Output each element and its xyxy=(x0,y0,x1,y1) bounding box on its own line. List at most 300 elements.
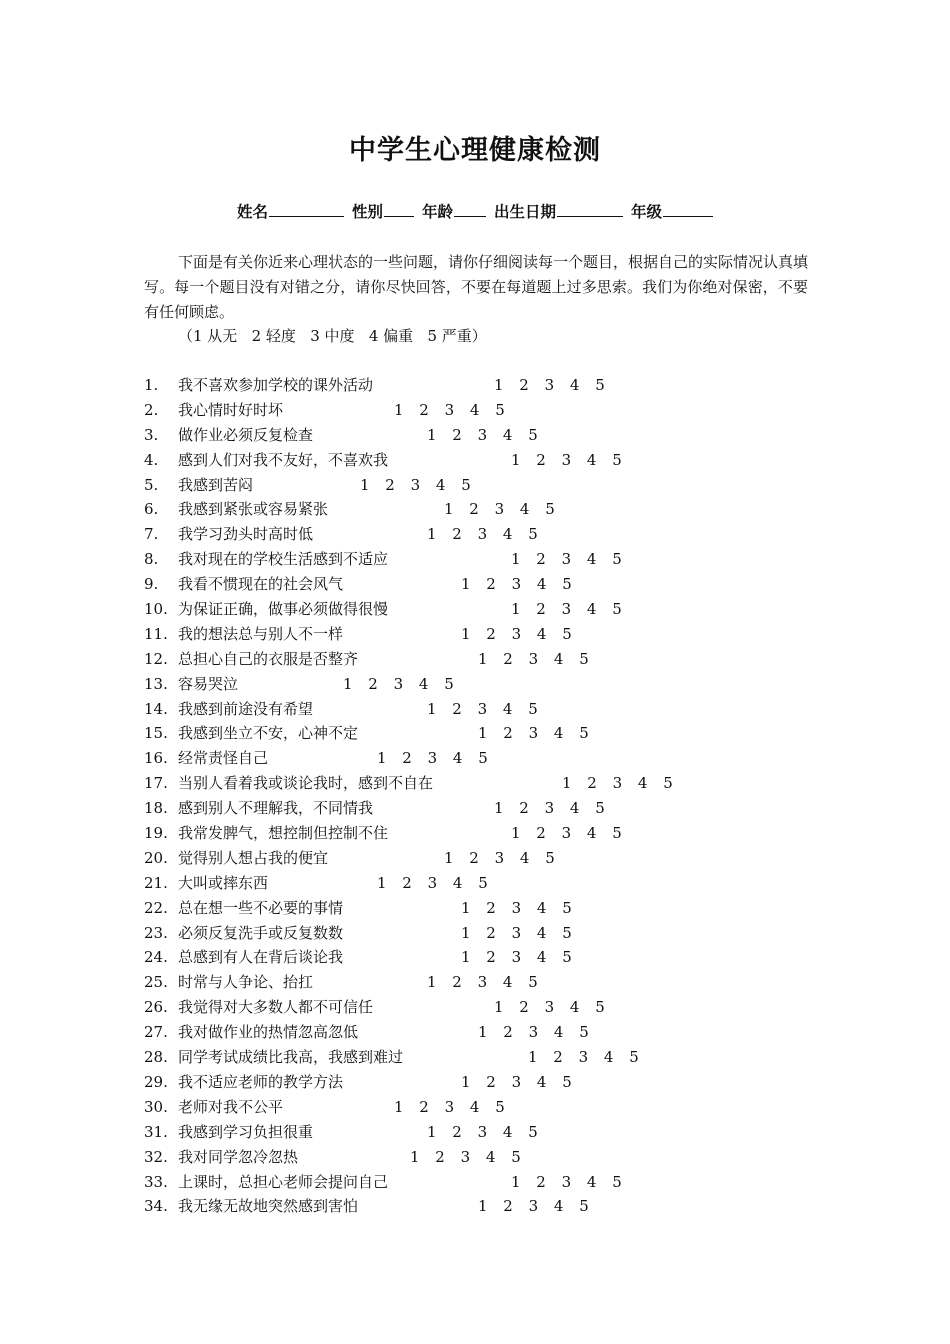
rating-option[interactable]: 1 xyxy=(343,674,353,693)
rating-option[interactable]: 3 xyxy=(544,799,555,818)
rating-option[interactable]: 5 xyxy=(545,848,555,867)
rating-option[interactable]: 1 xyxy=(360,475,370,494)
rating-scale[interactable] xyxy=(461,1070,587,1095)
rating-scale[interactable] xyxy=(427,423,553,448)
rating-option[interactable]: 4 xyxy=(553,1023,564,1042)
rating-option[interactable]: 2 xyxy=(486,575,496,594)
rating-option[interactable]: 3 xyxy=(477,699,488,718)
rating-option[interactable]: 3 xyxy=(410,475,421,494)
question-row xyxy=(144,746,844,771)
question-row xyxy=(144,373,844,398)
question-text: 总感到有人在背后谈论我 xyxy=(178,948,344,967)
rating-option[interactable]: 5 xyxy=(545,500,555,519)
rating-option[interactable]: 4 xyxy=(502,525,513,544)
rating-option[interactable]: 4 xyxy=(553,724,564,743)
question-number: 26. xyxy=(144,998,168,1017)
rating-scale[interactable] xyxy=(394,398,520,423)
question-text: 大叫或摔东西 xyxy=(178,873,269,892)
rating-option[interactable]: 1 xyxy=(511,600,521,619)
rating-option[interactable]: 5 xyxy=(579,649,589,668)
rating-option[interactable]: 4 xyxy=(502,425,513,444)
rating-option[interactable]: 3 xyxy=(511,923,522,942)
rating-option[interactable]: 5 xyxy=(495,1097,505,1116)
rating-option[interactable]: 3 xyxy=(477,425,488,444)
question-number: 6. xyxy=(144,500,159,519)
question-text: 我感到苦闷 xyxy=(178,475,254,494)
rating-option[interactable]: 1 xyxy=(511,824,521,843)
question-text: 我感到紧张或容易紧张 xyxy=(178,500,329,519)
rating-option[interactable]: 5 xyxy=(562,898,572,917)
question-number: 1. xyxy=(144,376,159,394)
rating-option[interactable]: 5 xyxy=(612,1172,622,1191)
rating-option[interactable]: 4 xyxy=(586,1172,597,1191)
rating-option[interactable]: 1 xyxy=(427,525,437,544)
rating-option[interactable]: 2 xyxy=(519,799,529,818)
rating-scale[interactable] xyxy=(494,995,620,1020)
rating-option[interactable]: 5 xyxy=(595,376,605,394)
rating-option[interactable]: 4 xyxy=(502,1122,513,1141)
rating-scale[interactable] xyxy=(478,647,604,672)
info-field-label: 年龄 xyxy=(421,203,453,221)
rating-option[interactable]: 2 xyxy=(519,998,529,1017)
rating-option[interactable]: 1 xyxy=(427,1122,437,1141)
rating-option[interactable]: 5 xyxy=(612,824,622,843)
rating-option[interactable]: 4 xyxy=(553,649,564,668)
question-number: 25. xyxy=(144,973,168,992)
question-row xyxy=(144,995,844,1020)
question-row xyxy=(144,1194,844,1219)
rating-option[interactable]: 2 xyxy=(452,525,462,544)
rating-option[interactable]: 3 xyxy=(511,624,522,643)
rating-option[interactable]: 2 xyxy=(536,450,546,469)
rating-option[interactable]: 4 xyxy=(519,848,530,867)
question-row xyxy=(144,1045,844,1070)
rating-option[interactable]: 3 xyxy=(477,973,488,992)
page-title: 中学生心理健康检测 xyxy=(349,135,601,166)
question-text: 我对现在的学校生活感到不适应 xyxy=(178,550,389,569)
rating-option[interactable]: 2 xyxy=(519,376,529,394)
question-text: 当别人看着我或谈论我时，感到不自在 xyxy=(178,774,434,793)
question-row xyxy=(144,1095,844,1120)
rating-option[interactable]: 2 xyxy=(486,1072,496,1091)
rating-option[interactable]: 4 xyxy=(637,774,648,793)
rating-option[interactable]: 4 xyxy=(553,1197,564,1216)
question-row xyxy=(144,672,844,697)
question-text: 我心情时好时坏 xyxy=(178,400,284,419)
question-text: 觉得别人想占我的便宜 xyxy=(178,848,329,867)
rating-option[interactable]: 1 xyxy=(394,1097,404,1116)
question-number: 12. xyxy=(144,649,168,668)
info-field[interactable] xyxy=(352,200,414,222)
rating-option[interactable]: 5 xyxy=(612,450,622,469)
rating-option[interactable]: 5 xyxy=(444,674,454,693)
rating-option[interactable]: 2 xyxy=(419,1097,429,1116)
rating-scale[interactable] xyxy=(511,821,637,846)
rating-option[interactable]: 5 xyxy=(579,1197,589,1216)
rating-option[interactable]: 4 xyxy=(519,500,530,519)
rating-option[interactable]: 3 xyxy=(460,1147,471,1166)
rating-option[interactable]: 2 xyxy=(469,500,479,519)
rating-option[interactable]: 4 xyxy=(452,749,463,768)
rating-scale[interactable] xyxy=(360,473,486,498)
question-text: 我感到前途没有希望 xyxy=(178,699,314,718)
rating-scale[interactable] xyxy=(478,1194,604,1219)
rating-option[interactable]: 1 xyxy=(444,848,454,867)
question-row xyxy=(144,1020,844,1045)
rating-scale[interactable] xyxy=(377,746,503,771)
rating-option[interactable]: 5 xyxy=(595,799,605,818)
rating-scale[interactable] xyxy=(394,1095,520,1120)
question-text: 我对同学忽冷忽热 xyxy=(178,1147,299,1166)
rating-option[interactable]: 2 xyxy=(486,948,496,967)
rating-scale[interactable] xyxy=(461,896,587,921)
question-number: 28. xyxy=(144,1048,168,1067)
rating-option[interactable]: 5 xyxy=(511,1147,521,1166)
rating-scale[interactable] xyxy=(511,1170,637,1195)
rating-option[interactable]: 5 xyxy=(612,600,622,619)
rating-scale[interactable] xyxy=(461,622,587,647)
question-number: 16. xyxy=(144,749,168,768)
rating-option[interactable]: 3 xyxy=(561,450,572,469)
question-row xyxy=(144,572,844,597)
rating-option[interactable]: 1 xyxy=(377,749,387,768)
rating-option[interactable]: 4 xyxy=(536,575,547,594)
rating-option[interactable]: 5 xyxy=(562,575,572,594)
rating-option[interactable]: 4 xyxy=(536,923,547,942)
rating-option[interactable]: 5 xyxy=(461,475,471,494)
rating-option[interactable]: 4 xyxy=(502,973,513,992)
rating-option[interactable]: 4 xyxy=(469,400,480,419)
rating-scale[interactable] xyxy=(511,448,637,473)
rating-scale[interactable] xyxy=(528,1045,654,1070)
rating-option[interactable]: 3 xyxy=(544,376,555,394)
rating-option[interactable]: 3 xyxy=(528,1023,539,1042)
info-field-blank[interactable] xyxy=(557,202,623,217)
rating-scale[interactable] xyxy=(427,522,553,547)
rating-option[interactable]: 4 xyxy=(502,699,513,718)
rating-option[interactable]: 3 xyxy=(444,1097,455,1116)
rating-option[interactable]: 3 xyxy=(494,848,505,867)
question-text: 我感到坐立不安，心神不定 xyxy=(178,724,359,743)
rating-option[interactable]: 4 xyxy=(536,1072,547,1091)
question-number: 18. xyxy=(144,799,168,818)
rating-option[interactable]: 2 xyxy=(469,848,479,867)
rating-scale[interactable] xyxy=(444,497,570,522)
rating-option[interactable]: 4 xyxy=(536,898,547,917)
rating-option[interactable]: 5 xyxy=(562,1072,572,1091)
rating-scale[interactable] xyxy=(511,547,637,572)
rating-option[interactable]: 1 xyxy=(494,998,504,1017)
rating-option[interactable]: 4 xyxy=(569,799,580,818)
rating-option[interactable]: 5 xyxy=(528,1122,538,1141)
rating-scale[interactable] xyxy=(478,721,604,746)
rating-option[interactable]: 3 xyxy=(561,1172,572,1191)
rating-option[interactable]: 3 xyxy=(444,400,455,419)
rating-option[interactable]: 1 xyxy=(494,799,504,818)
question-number: 17. xyxy=(144,774,168,793)
question-row xyxy=(144,423,844,448)
question-text: 总担心自己的衣服是否整齐 xyxy=(178,649,359,668)
rating-option[interactable]: 3 xyxy=(393,674,404,693)
rating-option[interactable]: 2 xyxy=(402,873,412,892)
rating-option[interactable]: 2 xyxy=(486,898,496,917)
rating-option[interactable]: 1 xyxy=(461,624,471,643)
info-field[interactable] xyxy=(631,200,713,222)
question-text: 我感到学习负担很重 xyxy=(178,1122,314,1141)
rating-option[interactable]: 4 xyxy=(586,600,597,619)
question-text: 必须反复洗手或反复数数 xyxy=(178,923,344,942)
question-text: 做作业必须反复检查 xyxy=(178,425,314,444)
question-row xyxy=(144,945,844,970)
question-text: 我无缘无故地突然感到害怕 xyxy=(178,1197,359,1216)
question-row xyxy=(144,970,844,995)
question-number: 4. xyxy=(144,450,159,469)
rating-option[interactable]: 4 xyxy=(435,475,446,494)
rating-option[interactable]: 5 xyxy=(612,550,622,569)
rating-option[interactable]: 3 xyxy=(561,824,572,843)
question-row xyxy=(144,597,844,622)
question-number: 32. xyxy=(144,1147,168,1166)
rating-option[interactable]: 1 xyxy=(461,575,471,594)
question-number: 15. xyxy=(144,724,168,743)
rating-option[interactable]: 5 xyxy=(595,998,605,1017)
rating-option[interactable]: 2 xyxy=(452,425,462,444)
rating-option[interactable]: 3 xyxy=(528,1197,539,1216)
question-text: 我不喜欢参加学校的课外活动 xyxy=(178,376,374,394)
question-number: 23. xyxy=(144,923,168,942)
rating-option[interactable]: 3 xyxy=(511,948,522,967)
rating-scale[interactable] xyxy=(461,945,587,970)
rating-scale[interactable] xyxy=(410,1145,536,1170)
rating-option[interactable]: 2 xyxy=(368,674,378,693)
rating-option[interactable]: 1 xyxy=(511,450,521,469)
rating-option[interactable]: 1 xyxy=(410,1147,420,1166)
rating-scale[interactable] xyxy=(494,796,620,821)
question-text: 时常与人争论、抬扛 xyxy=(178,973,314,992)
rating-scale[interactable] xyxy=(494,373,620,398)
info-field[interactable] xyxy=(422,200,486,222)
rating-option[interactable]: 5 xyxy=(478,873,488,892)
rating-option[interactable]: 2 xyxy=(587,774,597,793)
rating-option[interactable]: 4 xyxy=(586,550,597,569)
rating-option[interactable]: 2 xyxy=(536,550,546,569)
rating-scale[interactable] xyxy=(478,1020,604,1045)
question-number: 14. xyxy=(144,699,168,718)
question-number: 2. xyxy=(144,400,159,419)
rating-option[interactable]: 2 xyxy=(452,1122,462,1141)
rating-option[interactable]: 3 xyxy=(612,774,623,793)
rating-option[interactable]: 3 xyxy=(477,525,488,544)
question-text: 老师对我不公平 xyxy=(178,1097,284,1116)
rating-option[interactable]: 4 xyxy=(536,948,547,967)
info-field-blank[interactable] xyxy=(663,202,713,217)
info-field-blank[interactable] xyxy=(384,202,414,217)
rating-option[interactable]: 4 xyxy=(418,674,429,693)
rating-option[interactable]: 3 xyxy=(578,1048,589,1067)
rating-option[interactable]: 1 xyxy=(511,1172,521,1191)
rating-option[interactable]: 5 xyxy=(528,425,538,444)
rating-option[interactable]: 2 xyxy=(553,1048,563,1067)
rating-option[interactable]: 2 xyxy=(452,973,462,992)
rating-option[interactable]: 1 xyxy=(427,973,437,992)
rating-option[interactable]: 2 xyxy=(536,1172,546,1191)
rating-option[interactable]: 1 xyxy=(478,1023,488,1042)
rating-option[interactable]: 1 xyxy=(461,948,471,967)
rating-option[interactable]: 2 xyxy=(402,749,412,768)
rating-option[interactable]: 5 xyxy=(478,749,488,768)
rating-option[interactable]: 1 xyxy=(461,923,471,942)
question-text: 感到人们对我不友好，不喜欢我 xyxy=(178,450,389,469)
rating-option[interactable]: 1 xyxy=(528,1048,538,1067)
rating-option[interactable]: 2 xyxy=(503,724,513,743)
rating-option[interactable]: 2 xyxy=(503,1023,513,1042)
rating-option[interactable]: 3 xyxy=(427,873,438,892)
question-number: 5. xyxy=(144,475,159,494)
question-row xyxy=(144,448,844,473)
rating-option[interactable]: 3 xyxy=(511,1072,522,1091)
rating-option[interactable]: 3 xyxy=(511,898,522,917)
rating-option[interactable]: 2 xyxy=(503,649,513,668)
question-number: 24. xyxy=(144,948,168,967)
rating-option[interactable]: 5 xyxy=(528,973,538,992)
question-text: 为保证正确，做事必须做得很慢 xyxy=(178,600,389,619)
rating-option[interactable]: 4 xyxy=(452,873,463,892)
rating-option[interactable]: 2 xyxy=(486,923,496,942)
info-field-blank[interactable] xyxy=(269,202,344,217)
rating-option[interactable]: 2 xyxy=(503,1197,513,1216)
rating-option[interactable]: 4 xyxy=(536,624,547,643)
rating-option[interactable]: 3 xyxy=(494,500,505,519)
rating-option[interactable]: 1 xyxy=(377,873,387,892)
rating-option[interactable]: 1 xyxy=(494,376,504,394)
rating-scale[interactable] xyxy=(427,1120,553,1145)
rating-option[interactable]: 1 xyxy=(562,774,572,793)
question-number: 8. xyxy=(144,550,159,569)
rating-option[interactable]: 4 xyxy=(569,998,580,1017)
rating-option[interactable]: 3 xyxy=(477,1122,488,1141)
rating-option[interactable]: 5 xyxy=(629,1048,639,1067)
question-text: 上课时，总担心老师会提问自己 xyxy=(178,1172,389,1191)
question-text: 我不适应老师的教学方法 xyxy=(178,1072,344,1091)
info-field-blank[interactable] xyxy=(454,202,486,217)
rating-option[interactable]: 4 xyxy=(586,824,597,843)
question-row xyxy=(144,921,844,946)
question-row xyxy=(144,522,844,547)
rating-option[interactable]: 5 xyxy=(528,525,538,544)
rating-option[interactable]: 1 xyxy=(478,649,488,668)
rating-option[interactable]: 3 xyxy=(561,550,572,569)
question-row xyxy=(144,796,844,821)
rating-option[interactable]: 3 xyxy=(561,600,572,619)
question-row xyxy=(144,398,844,423)
rating-option[interactable]: 2 xyxy=(536,600,546,619)
info-field-label: 姓名 xyxy=(236,203,268,221)
rating-option[interactable]: 4 xyxy=(586,450,597,469)
question-number: 22. xyxy=(144,898,168,917)
rating-option[interactable]: 1 xyxy=(478,1197,488,1216)
question-row xyxy=(144,647,844,672)
question-row xyxy=(144,697,844,722)
rating-option[interactable]: 1 xyxy=(427,425,437,444)
rating-option[interactable]: 5 xyxy=(562,923,572,942)
question-number: 11. xyxy=(144,624,168,643)
rating-scale[interactable] xyxy=(461,572,587,597)
rating-option[interactable]: 4 xyxy=(603,1048,614,1067)
question-number: 3. xyxy=(144,425,159,444)
rating-option[interactable]: 4 xyxy=(485,1147,496,1166)
rating-scale[interactable] xyxy=(511,597,637,622)
question-text: 总在想一些不必要的事情 xyxy=(178,898,344,917)
rating-option[interactable]: 5 xyxy=(579,1023,589,1042)
rating-scale[interactable] xyxy=(343,672,469,697)
question-text: 我的想法总与别人不一样 xyxy=(178,624,344,643)
question-row xyxy=(144,896,844,921)
question-text: 感到别人不理解我，不同情我 xyxy=(178,799,374,818)
question-number: 31. xyxy=(144,1122,168,1141)
rating-scale[interactable] xyxy=(444,846,570,871)
question-row xyxy=(144,1170,844,1195)
rating-option[interactable]: 1 xyxy=(461,1072,471,1091)
question-number: 33. xyxy=(144,1172,168,1191)
rating-option[interactable]: 3 xyxy=(544,998,555,1017)
rating-option[interactable]: 3 xyxy=(511,575,522,594)
rating-option[interactable]: 4 xyxy=(569,376,580,394)
rating-option[interactable]: 2 xyxy=(419,400,429,419)
rating-scale[interactable] xyxy=(427,697,553,722)
question-number: 13. xyxy=(144,674,168,693)
rating-option[interactable]: 2 xyxy=(435,1147,445,1166)
rating-option[interactable]: 3 xyxy=(528,649,539,668)
rating-option[interactable]: 5 xyxy=(663,774,673,793)
rating-scale[interactable] xyxy=(461,921,587,946)
question-row xyxy=(144,846,844,871)
info-field-label: 年级 xyxy=(631,203,663,221)
rating-option[interactable]: 5 xyxy=(528,699,538,718)
question-text: 我看不惯现在的社会风气 xyxy=(178,575,344,594)
rating-option[interactable]: 3 xyxy=(528,724,539,743)
info-field[interactable] xyxy=(237,200,344,222)
rating-option[interactable]: 5 xyxy=(579,724,589,743)
rating-option[interactable]: 1 xyxy=(427,699,437,718)
question-text: 我对做作业的热情忽高忽低 xyxy=(178,1023,359,1042)
rating-option[interactable]: 3 xyxy=(427,749,438,768)
question-row xyxy=(144,547,844,572)
rating-option[interactable]: 1 xyxy=(461,898,471,917)
rating-option[interactable]: 1 xyxy=(394,400,404,419)
rating-option[interactable]: 2 xyxy=(486,624,496,643)
rating-option[interactable]: 5 xyxy=(562,948,572,967)
question-text: 我学习劲头时高时低 xyxy=(178,525,314,544)
question-text: 容易哭泣 xyxy=(178,674,239,693)
rating-option[interactable]: 4 xyxy=(469,1097,480,1116)
rating-option[interactable]: 2 xyxy=(385,475,395,494)
rating-scale[interactable] xyxy=(562,771,688,796)
rating-option[interactable]: 2 xyxy=(536,824,546,843)
rating-option[interactable]: 1 xyxy=(444,500,454,519)
question-list xyxy=(144,373,844,1219)
rating-option[interactable]: 5 xyxy=(495,400,505,419)
rating-scale[interactable] xyxy=(377,871,503,896)
rating-option[interactable]: 5 xyxy=(562,624,572,643)
info-field[interactable] xyxy=(494,200,623,222)
rating-option[interactable]: 1 xyxy=(478,724,488,743)
rating-option[interactable]: 1 xyxy=(511,550,521,569)
question-row xyxy=(144,821,844,846)
question-text: 我觉得对大多数人都不可信任 xyxy=(178,998,374,1017)
rating-scale[interactable] xyxy=(427,970,553,995)
rating-option[interactable]: 2 xyxy=(452,699,462,718)
question-row xyxy=(144,1145,844,1170)
